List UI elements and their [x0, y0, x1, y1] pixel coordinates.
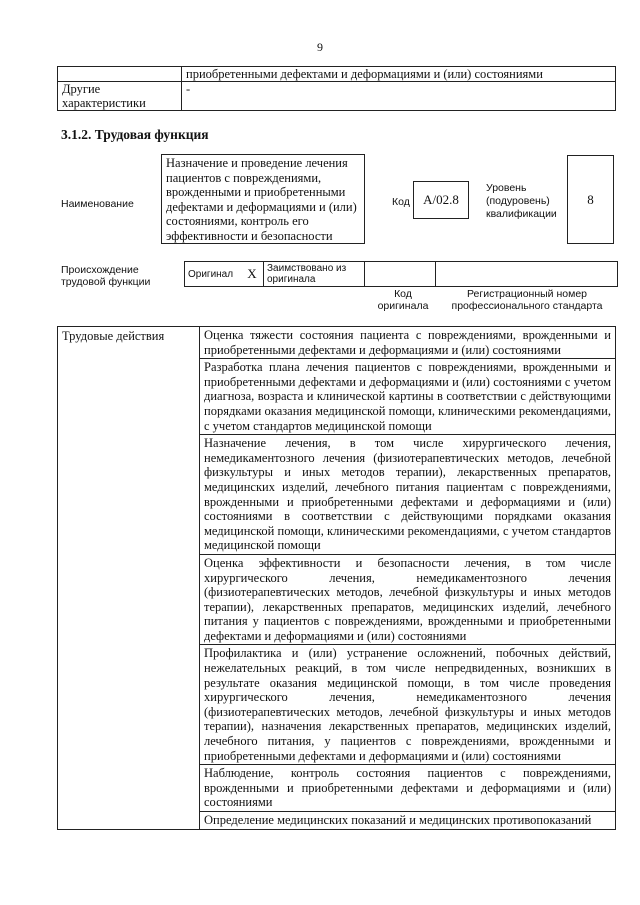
page-number: 9: [317, 40, 323, 54]
empty-cell: [58, 67, 182, 82]
other-characteristics-value: -: [182, 82, 616, 111]
origin-table: [184, 261, 618, 287]
section-title: 3.1.2. Трудовая функция: [61, 127, 209, 142]
labor-action-item: Профилактика и (или) устранение осложнений, побочных действий, нежелательных реакций, в том числе непредвиденных, возникших в результате оказания медицинской помощи, в том числе проведения хирургического лечения, немедикаментозного лечения (физиотерапевтических методов, лечебной физкультуры и иных методов терапии), назначения лекарственных препаратов, медицинских изделий, лечебного питания, у пациентов с повреждениями, врожденными и приобретенными дефектами и деформациями и (или) состояниями: [200, 645, 616, 765]
origin-label: Происхождение трудовой функции: [61, 264, 151, 288]
labor-action-item: Определение медицинских показаний и медицинских противопоказаний: [200, 812, 616, 830]
original-code-cell: [365, 262, 436, 287]
borrowed-label: Заимствовано из оригинала: [264, 262, 365, 287]
code-label: Код: [392, 196, 410, 208]
labor-action-item: Наблюдение, контроль состояния пациентов с повреждениями, врожденными и приобретенными дефектами и деформациями и (или) состояниями: [200, 765, 616, 812]
labor-action-item: Оценка тяжести состояния пациента с повреждениями, врожденными и приобретенными дефектами и деформациями и (или) состояниями: [200, 327, 616, 359]
original-label: Оригинал: [185, 262, 242, 287]
name-label: Наименование: [61, 198, 134, 210]
labor-actions-label: Трудовые действия: [58, 327, 200, 830]
characteristics-table: [57, 66, 616, 111]
other-characteristics-label: Другие характеристики: [58, 82, 182, 111]
labor-action-item: Разработка плана лечения пациентов с повреждениями, врожденными и приобретенными дефектами и деформациями и (или) состояниями с учетом диагноза, возраста и клинической картины в соответствии с действующими порядками оказания медицинской помощи, клиническими рекомендациями, с учетом стандартов медицинской помощи: [200, 359, 616, 435]
function-name: Назначение и проведение лечения пациентов с повреждениями, врожденными и приобретенными дефектами и деформациями и (или) состояниями, контроль его эффективности и безопасности: [161, 154, 365, 244]
labor-action-item: Назначение лечения, в том числе хирургического лечения, немедикаментозного лечения (физиотерапевтических методов, лечебной физкультуры и иных методов терапии), лекарственных препаратов, медицинских изделий, лечебного питания пациентам с повреждениями, врожденными и приобретенными дефектами и деформациями и (или) состояниями в соответствии с действующими порядками оказания медицинской помощи, клиническими рекомендациями, с учетом стандартов медицинской помощи: [200, 435, 616, 555]
registration-caption: Регистрационный номер профессионального стандарта: [451, 288, 603, 312]
level-label: Уровень (подуровень) квалификации: [486, 182, 557, 220]
registration-number-cell: [436, 262, 618, 287]
code-caption: Код оригинала: [377, 288, 429, 312]
continued-text: приобретенными дефектами и деформациями и (или) состояниями: [182, 67, 616, 82]
original-mark: X: [241, 262, 264, 287]
code-value: A/02.8: [413, 181, 469, 219]
labor-actions-table: [57, 326, 616, 830]
level-value: 8: [567, 155, 614, 244]
labor-action-item: Оценка эффективности и безопасности лечения, в том числе хирургического лечения, немедикаментозного лечения (физиотерапевтических методов, лечебной физкультуры и иных методов терапии), лекарственных препаратов, медицинских изделий, лечебного питания у пациентов с повреждениями, врожденными и приобретенными дефектами и деформациями и (или) состояниями: [200, 554, 616, 645]
